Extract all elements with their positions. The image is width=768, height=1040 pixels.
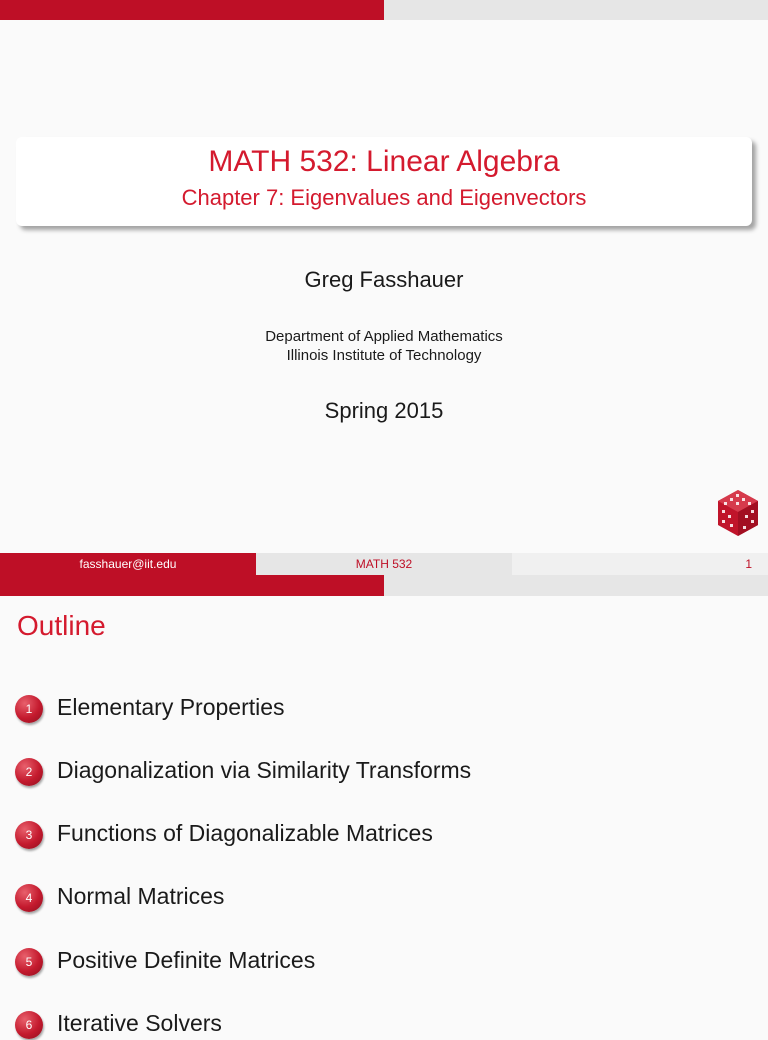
footer-email: fasshauer@iit.edu	[0, 553, 256, 575]
page-number: 1	[745, 557, 752, 571]
outline-slide	[0, 596, 768, 1036]
footer-page-number	[512, 553, 768, 575]
outline-heading: Outline	[17, 610, 106, 641]
department-name: Department of Applied Mathematics	[265, 328, 503, 345]
presentation-date: Spring 2015	[324, 398, 444, 423]
slide-footer	[0, 553, 768, 575]
university-logo-icon	[716, 488, 760, 538]
outline-item-label: Positive Definite Matrices	[57, 947, 316, 973]
title-box	[16, 137, 752, 226]
outline-item-label: Normal Matrices	[57, 883, 225, 909]
number-bullet-icon: 5	[15, 948, 43, 976]
next-slide-top-bar	[0, 575, 768, 596]
number-bullet-icon: 4	[15, 884, 43, 912]
slide-title: MATH 532: Linear Algebra	[208, 145, 560, 178]
number-bullet-icon: 1	[15, 695, 43, 723]
institution-name: Illinois Institute of Technology	[286, 347, 482, 364]
institution-block	[0, 327, 768, 365]
top-bar	[0, 0, 768, 20]
outline-item-label: Elementary Properties	[57, 694, 285, 720]
author-name: Greg Fasshauer	[304, 267, 464, 292]
number-bullet-icon: 2	[15, 758, 43, 786]
outline-item-label: Diagonalization via Similarity Transforms	[57, 757, 472, 783]
number-bullet-icon: 3	[15, 821, 43, 849]
number-bullet-icon: 6	[15, 1011, 43, 1039]
slide-subtitle: Chapter 7: Eigenvalues and Eigenvectors	[181, 185, 587, 210]
outline-item-label: Iterative Solvers	[57, 1010, 222, 1036]
outline-item-label: Functions of Diagonalizable Matrices	[57, 820, 433, 846]
footer-course: MATH 532	[256, 553, 512, 575]
